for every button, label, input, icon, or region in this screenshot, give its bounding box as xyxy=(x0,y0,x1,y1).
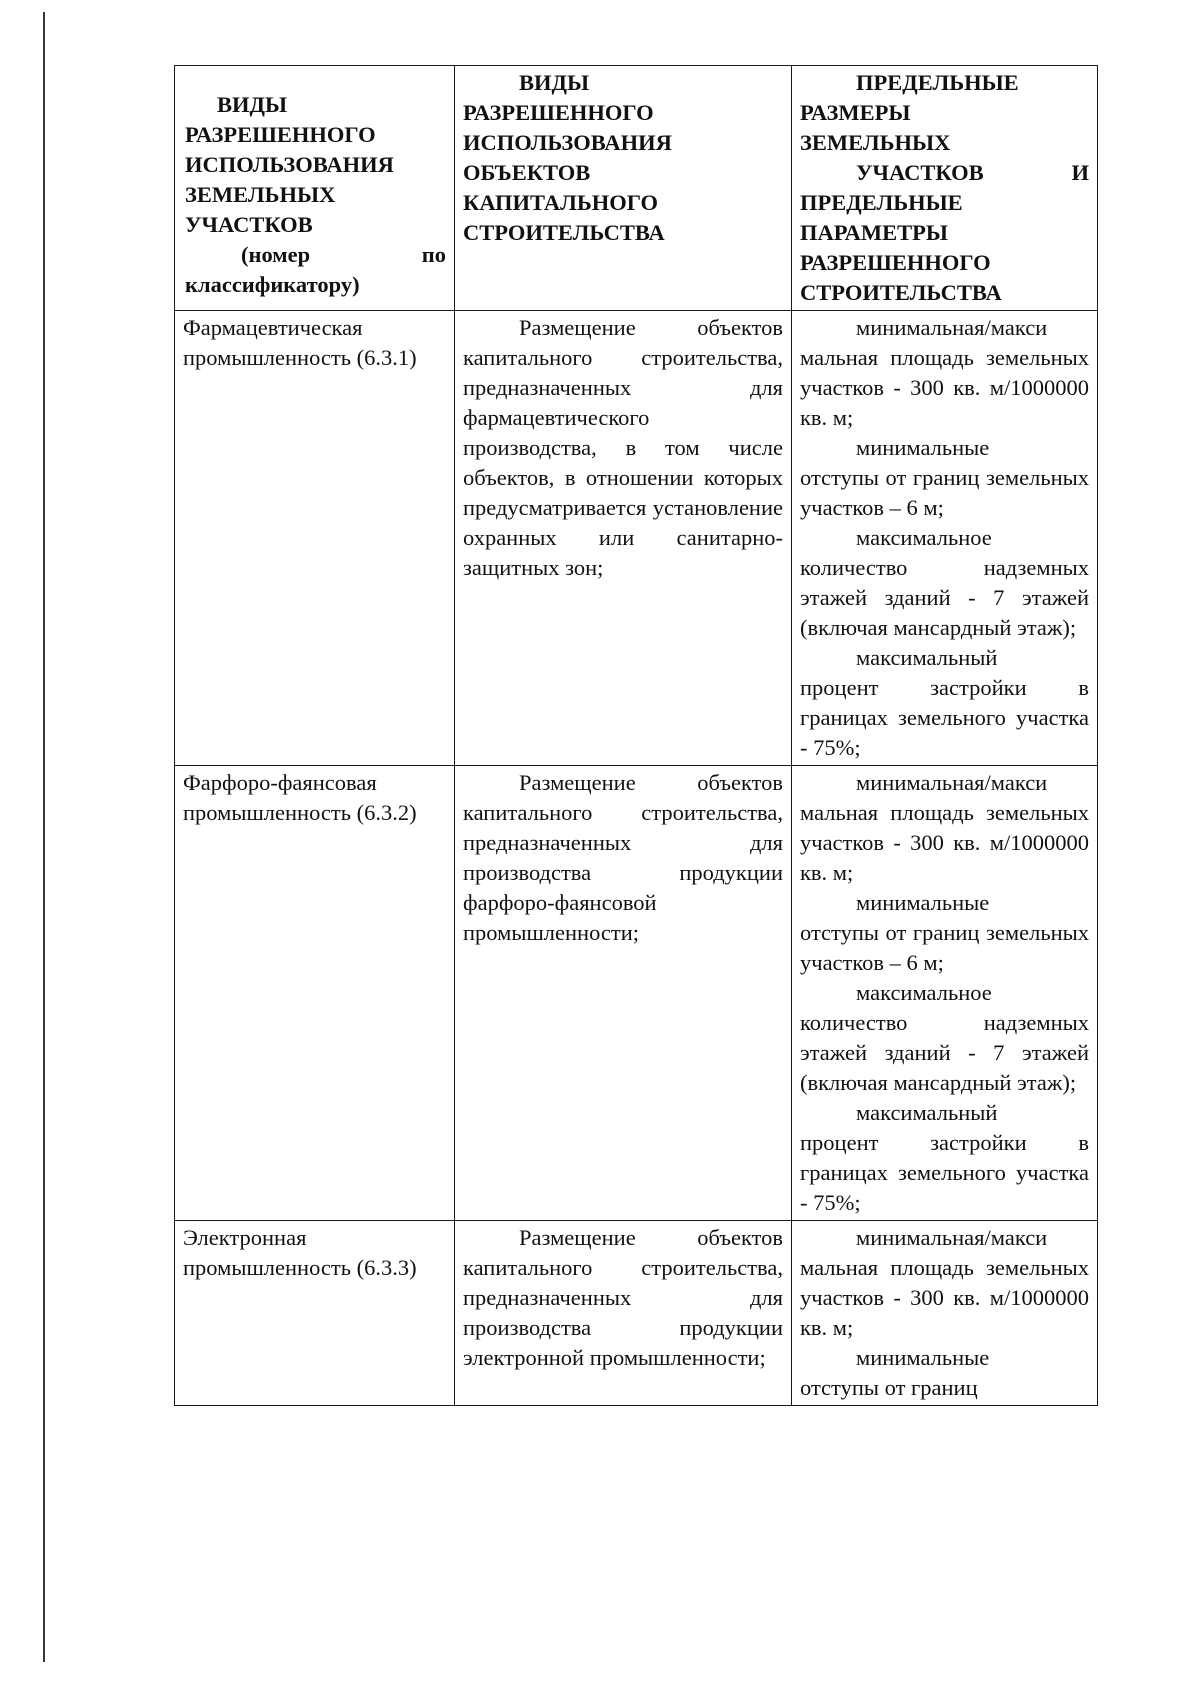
land-use-name: Электронная промышленность (6.3.3) xyxy=(175,1221,455,1406)
description-text: Размещение объектов капитального строительства, предназначенных для фармацевтического производства, в том числе объектов, в отношении которых предусматривается установление охранных или санитарно-защитных зон; xyxy=(463,315,783,580)
header-limit-parameters xyxy=(792,66,1098,311)
header-line: ОБЪЕКТОВ xyxy=(463,160,591,185)
param-item: максимальное количество надземных этажей зданий - 7 этажей (включая мансардный этаж); xyxy=(800,980,1089,1095)
header-sub-left: (номер xyxy=(241,242,311,267)
limit-parameters xyxy=(792,766,1098,1221)
land-use-name: Фармацевтическая промышленность (6.3.1) xyxy=(175,311,455,766)
land-use-name: Фарфоро-фаянсовая промышленность (6.3.2) xyxy=(175,766,455,1221)
description-text: Размещение объектов капитального строительства, предназначенных для производства продукции электронной промышленности; xyxy=(463,1225,783,1370)
header-word: УЧАСТКОВ xyxy=(856,160,984,185)
header-land-use-types xyxy=(175,66,455,311)
param-item: минимальные отступы от границ земельных участков – 6 м; xyxy=(800,435,1089,520)
header-line: ПРЕДЕЛЬНЫЕ xyxy=(856,70,1019,95)
param-item: минимальные отступы от границ земельных участков – 6 м; xyxy=(800,890,1089,975)
header-capital-construction-types xyxy=(455,66,792,311)
param-item: минимальные отступы от границ xyxy=(800,1345,990,1400)
table-row xyxy=(175,1221,1098,1406)
header-line xyxy=(800,158,1089,188)
limit-parameters xyxy=(792,311,1098,766)
header-line: ВИДЫ xyxy=(519,70,590,95)
param-item: максимальное количество надземных этажей зданий - 7 этажей (включая мансардный этаж); xyxy=(800,525,1089,640)
header-line: ИСПОЛЬЗОВАНИЯ xyxy=(185,152,394,177)
header-line: ВИДЫ xyxy=(217,92,288,117)
construction-description xyxy=(455,1221,792,1406)
param-item: минимальная/макси мальная площадь земельных участков - 300 кв. м/1000000 кв. м; xyxy=(800,770,1089,885)
header-line: СТРОИТЕЛЬСТВА xyxy=(463,220,665,245)
table-row xyxy=(175,766,1098,1221)
header-line: КАПИТАЛЬНОГО xyxy=(463,190,659,215)
header-sub-right: по xyxy=(421,242,446,267)
construction-description xyxy=(455,311,792,766)
header-sub-last: классификатору) xyxy=(185,272,360,297)
zoning-table xyxy=(174,65,1098,1406)
param-item: минимальная/макси мальная площадь земельных участков - 300 кв. м/1000000 кв. м; xyxy=(800,315,1089,430)
limit-parameters xyxy=(792,1221,1098,1406)
header-line: ИСПОЛЬЗОВАНИЯ xyxy=(463,130,672,155)
header-subline xyxy=(185,240,446,270)
header-line: ЗЕМЕЛЬНЫХ xyxy=(185,182,336,207)
header-line: РАЗРЕШЕННОГО xyxy=(463,100,654,125)
header-line: РАЗРЕШЕННОГО xyxy=(800,250,991,275)
header-word: И xyxy=(1071,160,1089,185)
header-line: РАЗРЕШЕННОГО xyxy=(185,122,376,147)
param-item: максимальный процент застройки в границах земельного участка - 75%; xyxy=(800,1100,1089,1215)
table-row xyxy=(175,311,1098,766)
header-line: ПРЕДЕЛЬНЫЕ xyxy=(800,190,963,215)
param-item: максимальный процент застройки в границах земельного участка - 75%; xyxy=(800,645,1089,760)
table-header-row xyxy=(175,66,1098,311)
description-text: Размещение объектов капитального строительства, предназначенных для производства продукции фарфоро-фаянсовой промышленности; xyxy=(463,770,783,945)
header-line: СТРОИТЕЛЬСТВА xyxy=(800,280,1002,305)
header-line: УЧАСТКОВ xyxy=(185,212,313,237)
construction-description xyxy=(455,766,792,1221)
param-item: минимальная/макси мальная площадь земельных участков - 300 кв. м/1000000 кв. м; xyxy=(800,1225,1089,1340)
binding-margin-line xyxy=(43,12,45,1662)
header-line: РАЗМЕРЫ xyxy=(800,100,911,125)
header-line: ПАРАМЕТРЫ xyxy=(800,220,948,245)
header-line: ЗЕМЕЛЬНЫХ xyxy=(800,130,951,155)
